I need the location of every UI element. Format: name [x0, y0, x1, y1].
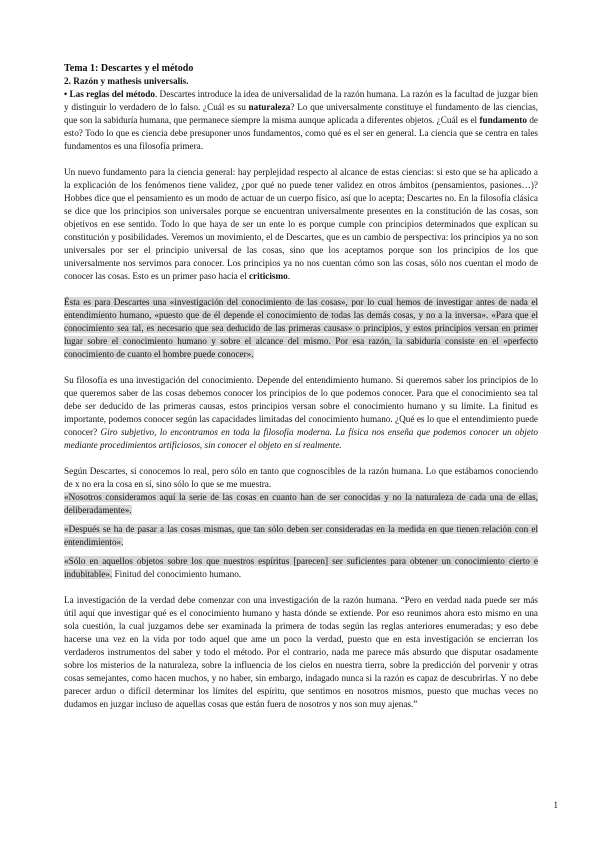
paragraph-criticismo: Un nuevo fundamento para la ciencia general: hay perplejidad respecto al alcance de estas ciencias: si esto que se ha aplicado a la explicación de los fenómenos tiene validez, ¿por qué no puede tener validez en otros ámbitos (pensamientos, pasiones…)? Hobbes dice que el pensamiento es un modo de actuar de un cuerpo físico, así que lo acepta; Descartes no. En la filosofía clásica se dice que los principios son universales porque se encuentran universalmente presentes en la constitución de las cosas, son objetivos en ese sentido. Todo lo que haya de ser un ente lo es porque cumple con principios determinados que explican su constitución y posibilidades. Veremos un movimiento, el de Descartes, que es un cambio de perspectiva: los principios ya no son universales por ser el principio universal de las cosas, sino que los aceptamos porque son los principios de los que universalmente nos servimos para conocer. Los principios ya no nos cuentan cómo son las cosas, sólo nos cuentan el modo de conocer las cosas. Esto es un primer paso hacia el criticismo.: [64, 167, 538, 281]
paragraph-descartes-real: Según Descartes, sí conocemos lo real, pero sólo en tanto que cognoscibles de la razón humana. Lo que estábamos conociendo de x no era la cosa en sí, sino sólo lo que se me muestra.: [64, 466, 538, 489]
paragraph-investigacion-verdad: La investigación de la verdad debe comenzar con una investigación de la razón humana. “Pero en verdad nada puede ser más útil aquí que investigar qué es el conocimiento humano y hasta dónde se extiende. Por eso reunimos ahora esto mismo en una sola cuestión, la cual juzgamos debe ser examinada la primera de todas según las reglas anteriores enumeradas; y eso debe hacerse una vez en la vida por todo aquel que ame un poco la verdad, puesto que en esta investigación se encierran los verdaderos instrumentos del saber y todo el método. Por el contrario, nada me parece más absurdo que disputar osadamente sobre los misterios de la naturaleza, sobre la influencia de los cielos en nuestra tierra, sobre la predicción del porvenir y otras cosas semejantes, como hacen muchos, y no haber, sin embargo, indagado nunca si la razón es capaz de descubrirlas. Y no debe parecer arduo o difícil determinar los límites del espíritu, que sentimos en nosotros mismos, puesto que muchas veces no dudamos en juzgar incluso de aquellas cosas que están fuera de nosotros y nos son muy ajenas.”: [64, 595, 538, 709]
quote-3: «Sólo en aquellos objetos sobre los que nuestros espíritus [parecen] ser suficientes para obtener un conocimiento cierto e indubitable». Finitud del conocimiento humano.: [64, 556, 538, 579]
section-paragraph: • Las reglas del método. Descartes introduce la idea de universalidad de la razón humana. La razón es la facultad de juzgar bien y distinguir lo verdadero de lo falso. ¿Cuál es su naturaleza? Lo que universalmente constituye el fundamento de las ciencias, que son la sabiduría humana, que permanece siempre la misma aunque aplicada a diferentes objetos. ¿Cuál es el fundamento de esto? Todo lo que es ciencia debe presuponer unos fundamentos, como qué es el ser en general. La ciencia que se centra en tales fundamentos es una filosofía primera.: [64, 89, 539, 151]
highlighted-paragraph: Ésta es para Descartes una «investigación del conocimiento de las cosas», por lo cual hemos de investigar antes de nada el entendimiento humano, «puesto que de él depende el conocimiento de todas las demás cosas, y no a la inversa». «Para que el conocimiento sea tal, es necesario que sea deducido de las primeras causas» o principios, y estos principios versan en primer lugar sobre el conocimiento humano y sobre el alcance del mismo. Por esa razón, la sabiduría consiste en el «perfecto conocimiento de cuanto el hombre puede conocer».: [64, 297, 538, 359]
quote-2: «Después se ha de pasar a las cosas mismas, que tan sólo deben ser consideradas en la medida en que tienen relación con el entendimiento».: [64, 524, 538, 547]
section-heading: 2. Razón y mathesis universalis.: [64, 76, 189, 86]
page-number: 1: [553, 800, 558, 810]
paragraph-conocimiento: Su filosofía es una investigación del conocimiento. Depende del entendimiento humano. Si queremos saber los principios de lo que queremos saber de las cosas debemos conocer los principios de lo que podemos conocer. Para que el conocimiento sea tal debe ser deducido de las primeras causas, estos principios versan sobre el conocimiento humano y su límite. La finitud es importante, podemos conocer según las capacidades limitadas del conocimiento humano. ¿Qué es lo que el entendimiento puede conocer? Giro subjetivo, lo encontramos en toda la filosofía moderna. La física nos enseña que podemos conocer un objeto mediante procedimientos artificiosos, sin conocer el objeto en sí realmente.: [64, 375, 538, 450]
page-title: Tema 1: Descartes y el método: [64, 63, 194, 74]
quote-1: «Nosotros consideramos aquí la serie de las cosas en cuanto han de ser conocidas y no la naturaleza de cada una de ellas, deliberadamente».: [64, 492, 538, 515]
document-body: [64, 62, 538, 711]
